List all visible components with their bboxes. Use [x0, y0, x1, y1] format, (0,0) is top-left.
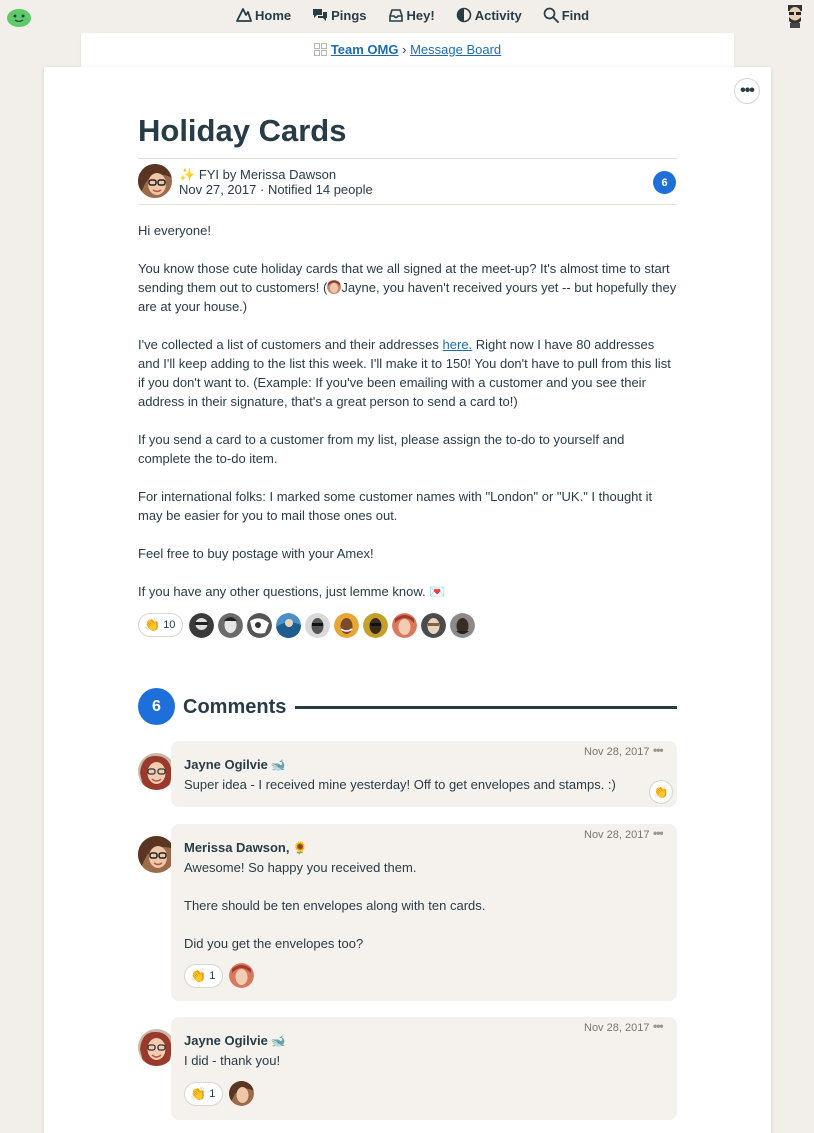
- booster-avatar[interactable]: [229, 963, 254, 988]
- nav-home-label: Home: [255, 7, 292, 23]
- boost-count: 1: [209, 969, 216, 982]
- comments-divider: [295, 706, 677, 709]
- nav-activity-label: Activity: [474, 7, 522, 23]
- breadcrumb-board-link[interactable]: Message Board: [410, 42, 502, 57]
- message-card: [44, 67, 771, 1133]
- body-text: Right now I have 80 addresses and I'll keep adding to the list this week. I'll make it to 150! You don't have to pull from this list if you don't want to. (Example: If you've been emailing with a customer and you see their address in their signature, that's a great person to send a card to!): [138, 337, 671, 409]
- comment-author: [184, 757, 286, 772]
- commenter-avatar[interactable]: [138, 836, 175, 873]
- comment-menu-icon[interactable]: •••: [653, 1019, 663, 1033]
- basecamp-logo-icon[interactable]: [6, 4, 32, 28]
- info-separator: ·: [259, 182, 265, 197]
- booster-avatar[interactable]: [363, 613, 388, 638]
- boost-button[interactable]: [138, 613, 183, 637]
- comment-boosts: [184, 963, 254, 988]
- clap-icon: 👏: [190, 1085, 207, 1101]
- add-boost-button[interactable]: [649, 780, 673, 804]
- ellipsis-icon: •••: [740, 82, 754, 99]
- body-paragraph: If you send a card to a customer from my list, please assign the to-do to yourself and complete the to-do item.: [138, 432, 625, 466]
- comment-boosts: [184, 1081, 254, 1106]
- body-paragraph: Feel free to buy postage with your Amex!: [138, 546, 374, 561]
- nav-home[interactable]: [236, 7, 291, 23]
- activity-icon: [456, 7, 472, 23]
- clap-icon: 👏: [190, 967, 207, 983]
- booster-avatar[interactable]: [189, 613, 214, 638]
- nav-hey-label: Hey!: [406, 7, 435, 23]
- body-paragraph: [138, 582, 678, 601]
- category-emoji: ✨: [179, 167, 196, 182]
- nav-activity[interactable]: [456, 7, 522, 23]
- sunflower-emoji: 🌻: [292, 841, 308, 855]
- message-boosts: [138, 612, 475, 638]
- body-text: Jayne, you haven't received yours yet -- but hopefully they are at your house.): [138, 280, 677, 314]
- comment-author-name[interactable]: Merissa Dawson,: [184, 840, 290, 855]
- body-paragraph: For international folks: I marked some customer names with "London" or "UK." I thought it may be easier for you to mail those ones out.: [138, 489, 653, 523]
- booster-avatar[interactable]: [421, 613, 446, 638]
- booster-avatar[interactable]: [276, 613, 301, 638]
- pings-icon: [312, 7, 328, 23]
- comment-date[interactable]: Nov 28, 2017: [584, 746, 650, 758]
- comment-author-name[interactable]: Jayne Ogilvie: [184, 1033, 268, 1048]
- boost-button[interactable]: [184, 1082, 223, 1106]
- boost-count: 1: [209, 1087, 216, 1100]
- booster-avatar[interactable]: [392, 613, 417, 638]
- nav-find[interactable]: [543, 7, 589, 23]
- body-text: I've collected a list of customers and their addresses: [138, 337, 443, 352]
- clap-icon: 👏: [653, 785, 669, 799]
- comments-count-badge: 6: [138, 688, 175, 725]
- comment-date[interactable]: Nov 28, 2017: [584, 1022, 650, 1034]
- nav-pings[interactable]: [312, 7, 366, 23]
- post-info: [179, 182, 373, 197]
- byline-text[interactable]: FYI by Merissa Dawson: [198, 167, 337, 182]
- notified-text[interactable]: Notified 14 people: [267, 182, 373, 197]
- love-letter-emoji: 💌: [429, 584, 446, 599]
- comment-paragraph: Awesome! So happy you received them.: [184, 860, 417, 875]
- whale-emoji: 🐋: [270, 758, 286, 772]
- addresses-link[interactable]: here.: [442, 337, 473, 352]
- comments-header: [138, 688, 677, 724]
- booster-avatar[interactable]: [450, 613, 475, 638]
- body-text: You know those cute holiday cards that we all signed at the meet-up? It's almost time to start sending them out to customers! (: [138, 261, 670, 295]
- jayne-mention-avatar[interactable]: [327, 280, 341, 294]
- body-paragraph: [138, 259, 678, 316]
- breadcrumb-separator: ›: [402, 42, 407, 57]
- comment-menu-icon[interactable]: •••: [653, 826, 663, 840]
- comment-author: [184, 840, 307, 855]
- breadcrumb-card: [81, 33, 734, 69]
- comment-author: [184, 1033, 286, 1048]
- comment-count-badge[interactable]: 6: [653, 171, 676, 194]
- comment-bubble: [171, 741, 677, 807]
- comment-date[interactable]: Nov 28, 2017: [584, 829, 650, 841]
- booster-avatar[interactable]: [334, 613, 359, 638]
- comment-paragraph: Did you get the envelopes too?: [184, 936, 364, 951]
- comment-paragraph: There should be ten envelopes along with ten cards.: [184, 898, 486, 913]
- clap-icon: 👏: [144, 617, 161, 632]
- comment-text: [184, 858, 654, 953]
- nav-hey[interactable]: [388, 7, 435, 23]
- breadcrumb-team-link[interactable]: Team OMG: [330, 42, 399, 57]
- comments-title: Comments: [183, 696, 287, 718]
- comment-bubble: [171, 824, 677, 1001]
- boost-count: 10: [163, 619, 176, 631]
- page-title: Holiday Cards: [138, 113, 347, 148]
- booster-avatar[interactable]: [218, 613, 243, 638]
- more-options-button[interactable]: [734, 78, 760, 104]
- my-avatar-icon[interactable]: [784, 4, 806, 28]
- comment: [138, 824, 677, 1002]
- search-icon: [543, 7, 559, 23]
- comment: [138, 1017, 677, 1122]
- byline: [179, 167, 336, 183]
- body-paragraph: [138, 335, 678, 411]
- breadcrumb: [81, 42, 734, 57]
- message-body: [138, 221, 678, 620]
- comment-paragraph: Super idea - I received mine yesterday! Off to get envelopes and stamps. :): [184, 777, 616, 792]
- commenter-avatar[interactable]: [138, 1029, 175, 1066]
- commenter-avatar[interactable]: [138, 753, 175, 790]
- comment-text: [184, 1051, 654, 1070]
- nav-pings-label: Pings: [331, 7, 367, 23]
- project-grid-icon: [314, 43, 327, 56]
- whale-emoji: 🐋: [270, 1034, 286, 1048]
- body-paragraph: Hi everyone!: [138, 223, 211, 238]
- booster-avatar[interactable]: [305, 613, 330, 638]
- post-date: Nov 27, 2017: [179, 182, 257, 197]
- nav-find-label: Find: [561, 7, 590, 23]
- comment-paragraph: I did - thank you!: [184, 1053, 281, 1068]
- boost-button[interactable]: [184, 964, 223, 988]
- comment-text: [184, 775, 654, 794]
- author-avatar[interactable]: [138, 164, 172, 198]
- comment-bubble: [171, 1017, 677, 1120]
- comment-author-name[interactable]: Jayne Ogilvie: [184, 757, 268, 772]
- message-meta: [138, 158, 677, 205]
- booster-avatar[interactable]: [229, 1081, 254, 1106]
- comment-menu-icon[interactable]: •••: [653, 743, 663, 757]
- booster-avatar[interactable]: [247, 613, 272, 638]
- comment: [138, 741, 677, 809]
- home-icon: [236, 7, 252, 23]
- top-nav: [0, 0, 814, 32]
- body-text: If you have any other questions, just lemme know.: [138, 584, 426, 599]
- hey-icon: [388, 7, 404, 23]
